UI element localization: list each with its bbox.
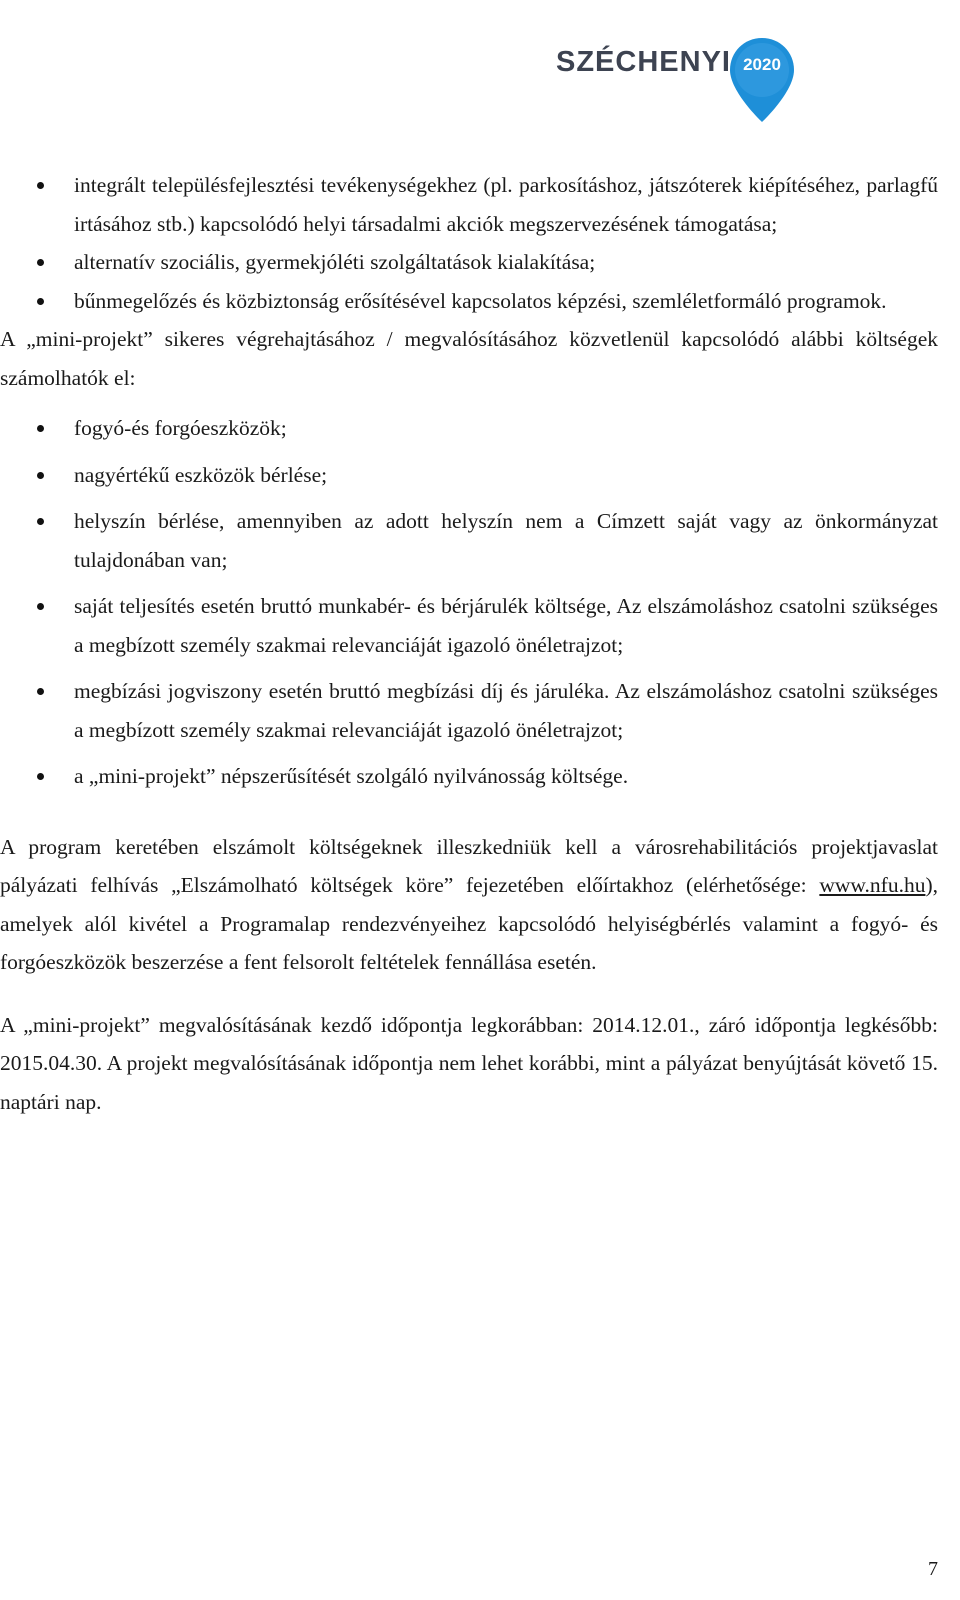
bullet-icon	[37, 603, 44, 610]
list-item	[0, 672, 938, 749]
costs-list	[0, 409, 938, 796]
costs-intro-paragraph: A „mini-projekt” sikeres végrehajtásához / megvalósításához közvetlenül kapcsolódó alábbi költségek számolhatók el:	[0, 327, 938, 390]
nfu-link[interactable]: www.nfu.hu	[819, 873, 926, 897]
list-item	[0, 166, 938, 243]
list-item-text: alternatív szociális, gyermekjóléti szolgáltatások kialakítása;	[74, 250, 596, 274]
bullet-icon	[37, 518, 44, 525]
list-item-text: saját teljesítés esetén bruttó munkabér- és bérjárulék költsége, Az elszámoláshoz csatolni szükséges a megbízott személy szakmai relevanciáját igazoló önéletrajzot;	[74, 594, 938, 657]
logo-year: 2020	[743, 55, 781, 74]
list-item	[0, 587, 938, 664]
list-item	[0, 282, 938, 321]
document-body	[0, 166, 938, 1121]
list-item	[0, 243, 938, 282]
program-text-before-link: A program keretében elszámolt költségeknek illeszkedniük kell a városrehabilitációs projektjavaslat pályázati felhívás „Elszámolható költségek köre” fejezetében előírtakhoz (elérhetősége:	[0, 834, 938, 897]
map-pin-icon	[728, 36, 796, 124]
bullet-icon	[37, 472, 44, 479]
bullet-icon	[37, 182, 44, 189]
list-item-text: bűnmegelőzés és közbiztonság erősítésével kapcsolatos képzési, szemléletformáló programok.	[74, 288, 887, 313]
page-number: 7	[928, 1558, 938, 1580]
bullet-icon	[37, 688, 44, 695]
list-item-text: integrált településfejlesztési tevékenységekhez (pl. parkosításhoz, játszóterek kiépítéséhez, parlagfű irtásához stb.) kapcsolódó helyi társadalmi akciók megszervezésének támogatása;	[74, 173, 938, 236]
dates-paragraph: A „mini-projekt” megvalósításának kezdő időpontja legkorábban: 2014.12.01., záró időpontja legkésőbb: 2015.04.30. A projekt megvalósításának időpontja nem lehet korábbi, mint a pályázat benyújtását követő 15. naptári nap.	[0, 1012, 938, 1114]
list-item	[0, 409, 938, 448]
bullet-icon	[37, 425, 44, 432]
list-item	[0, 502, 938, 579]
list-item-text: a „mini-projekt” népszerűsítését szolgáló nyilvánosság költsége.	[74, 764, 629, 788]
program-text-after-link: ), amelyek alól kivétel a Programalap rendezvényeihez kapcsolódó helyiségbérlés valamint a fogyó- és forgóeszközök beszerzése a fent felsorolt feltételek fennállása esetén.	[0, 873, 938, 974]
list-item-text: nagyértékű eszközök bérlése;	[74, 462, 328, 487]
list-item-text: fogyó-és forgóeszközök;	[74, 416, 287, 440]
szechenyi-2020-logo	[556, 36, 816, 126]
bullet-icon	[37, 298, 44, 305]
list-item-text: megbízási jogviszony esetén bruttó megbízási díj és járuléka. Az elszámoláshoz csatolni szükséges a megbízott személy szakmai relevanciáját igazoló önéletrajzot;	[74, 679, 938, 742]
list-item	[0, 757, 938, 796]
bullet-icon	[37, 773, 44, 780]
program-paragraph	[0, 828, 938, 982]
logo-wordmark: SZÉCHENYI	[556, 46, 731, 78]
activities-list	[0, 166, 938, 320]
bullet-icon	[37, 259, 44, 266]
list-item	[0, 456, 938, 495]
list-item-text: helyszín bérlése, amennyiben az adott helyszín nem a Címzett saját vagy az önkormányzat tulajdonában van;	[74, 509, 938, 572]
